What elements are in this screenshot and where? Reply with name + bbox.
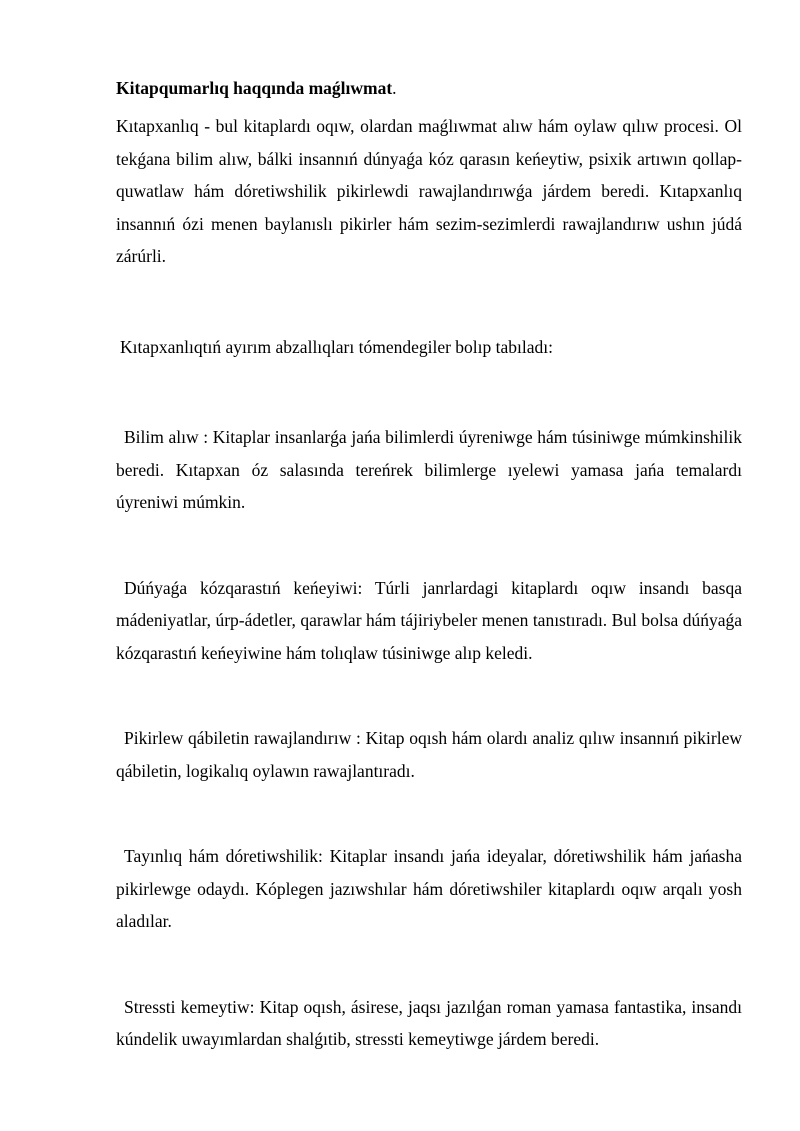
document-page [116, 72, 742, 1056]
benefit-thinking: Pikirlew qábiletin rawajlandırıw : Kitap oqısh hám olardı analiz qılıw insannıń pikirlew qábiletin, logikalıq oylawın rawajlantıradı. [116, 728, 742, 781]
benefit-worldview: Dúńyaǵa kózqarastıń keńeyiwi: Túrli janrlardagi kitaplardı oqıw insandı basqa mádeniyatlar, úrp-ádetler, qarawlar hám tájiriybeler menen tanıstıradı. Bul bolsa dúńyaǵa kózqarastıń keńeyiwine hám tolıqlaw túsiniwge alıp keledi. [116, 577, 742, 663]
benefit-stress-relief: Stressti kemeytiw: Kitap oqısh, ásirese, jaqsı jazılǵan roman yamasa fantastika, insandı kúndelik uwayımlardan shalǵıtib, stressti kemeytiwge járdem beredi. [116, 996, 742, 1049]
title-text: Kitapqumarlıq haqqında maǵlıwmat [116, 78, 393, 98]
benefits-lead-in: Kıtapxanlıqtıń ayırım abzallıqları tómendegiler bolıp tabıladı: [120, 336, 554, 357]
title-period: . [392, 78, 397, 98]
benefit-creativity: Tayınlıq hám dóretiwshilik: Kitaplar insandı jańa ideyalar, dóretiwshilik hám jańasha pikirlewge odaydı. Kóplegen jazıwshılar hám dóretiwshiler kitaplardı oqıw arqalı yosh aladılar. [116, 846, 742, 931]
benefit-knowledge: Bilim alıw : Kitaplar insanlarǵa jańa bilimlerdi úyreniwge hám túsiniwge múmkinshilik beredi. Kıtapxan óz salasında tereńrek bilimlerge ıyelewi yamasa jańa temalardı úyreniwi múmkin. [116, 427, 742, 512]
document-title [116, 72, 742, 104]
intro-paragraph: Kıtapxanlıq - bul kitaplardı oqıw, olardan maǵlıwmat alıw hám oylaw qılıw procesi. Ol tekǵana bilim alıw, bálki insannıń dúnyaǵa kóz qarasın keńeytiw, psixik artıwın qollap-quwatlaw hám dóretiwshilik pikirlewdi rawajlandırıwǵa járdem beredi. Kıtapxanlıq insannıń ózi menen baylanıslı pikirler hám sezim-sezimlerdi rawajlandırıw ushın júdá zárúrli. [116, 116, 742, 266]
